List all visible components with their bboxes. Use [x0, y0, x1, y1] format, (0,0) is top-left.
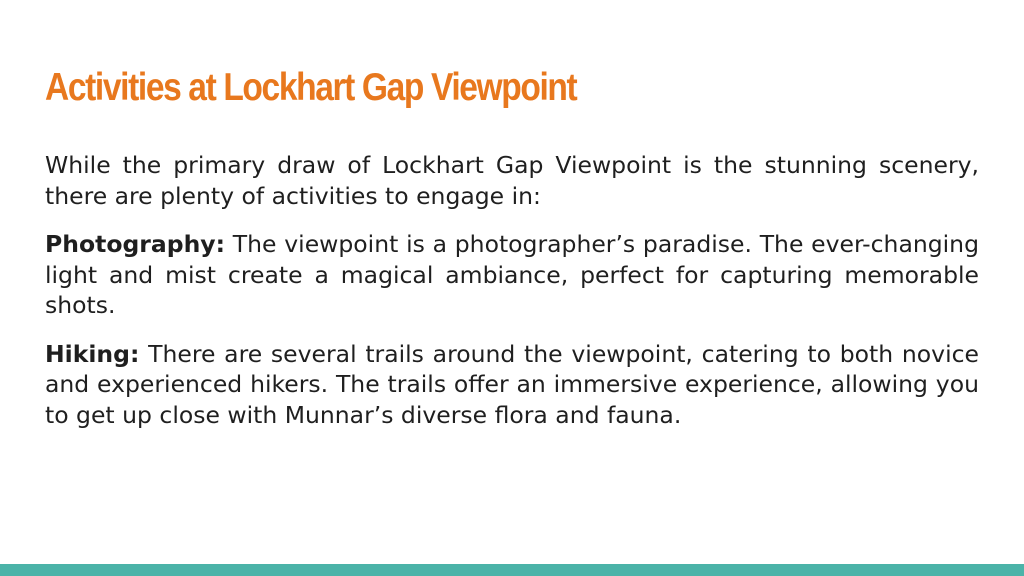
- slide-body: [45, 150, 979, 448]
- slide-title: Activities at Lockhart Gap Viewpoint: [45, 66, 577, 109]
- photography-text: The viewpoint is a photographer’s paradise. The ever-changing light and mist create a magical ambiance, perfect for capturing memorable shots.: [45, 230, 979, 319]
- bottom-accent-bar: [0, 564, 1024, 576]
- hiking-label: Hiking:: [45, 339, 140, 368]
- photography-label: Photography:: [45, 230, 226, 258]
- intro-paragraph: While the primary draw of Lockhart Gap Viewpoint is the stunning scenery, there are plenty of activities to engage in:: [45, 151, 979, 210]
- photography-paragraph: [45, 229, 979, 321]
- hiking-text: There are several trails around the viewpoint, catering to both novice and experienced hikers. The trails offer an immersive experience, allowing you to get up close with Munnar’s diverse flora and fauna.: [45, 339, 979, 429]
- hiking-paragraph: [45, 339, 979, 431]
